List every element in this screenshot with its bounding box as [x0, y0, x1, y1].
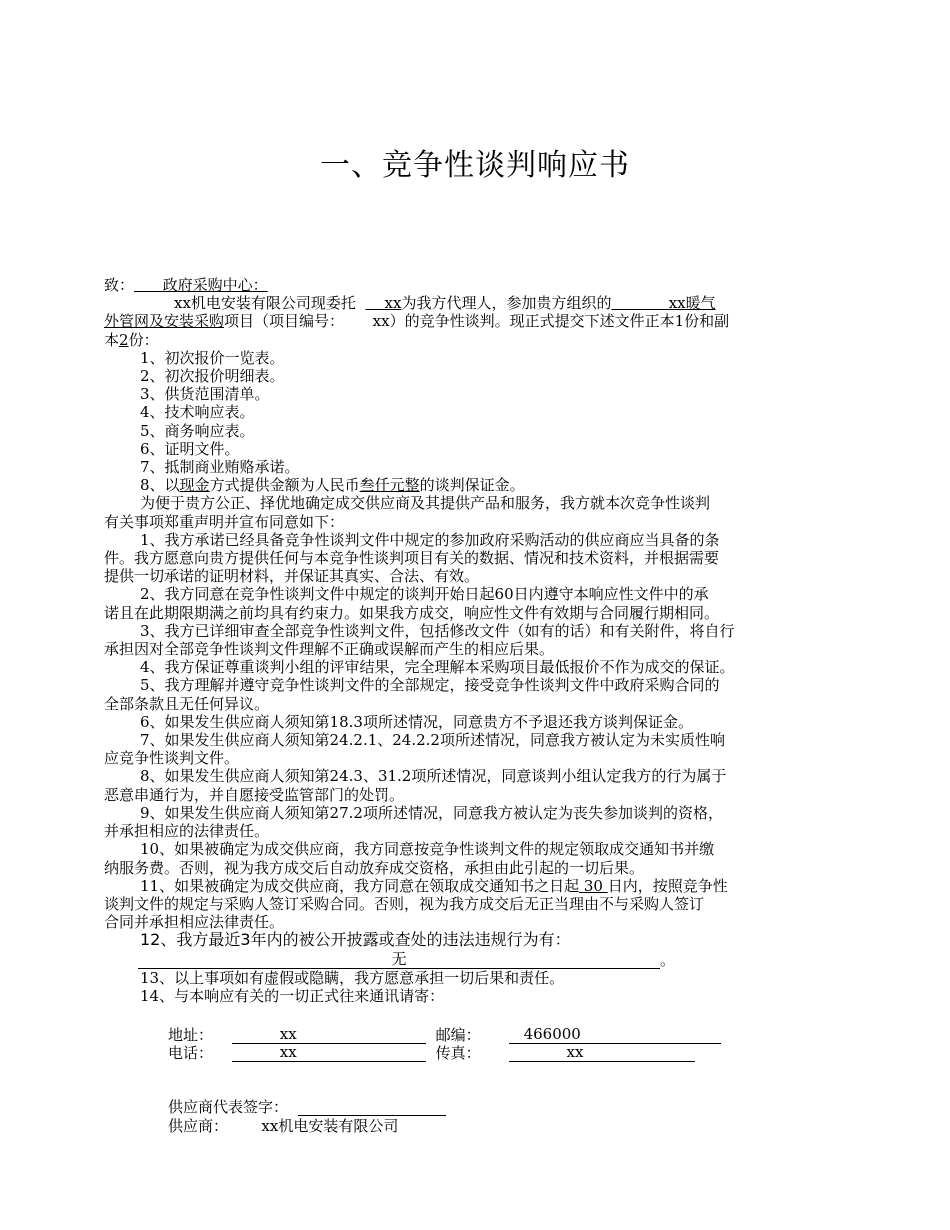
supplier-label: 供应商：	[168, 1117, 229, 1135]
clause-14: 14、与本响应有关的一切正式往来通讯请寄：	[140, 986, 445, 1005]
supplier-name: xx机电安装有限公司	[261, 1117, 399, 1135]
doc-list-item: 6、证明文件。	[140, 439, 240, 458]
phone-label: 电话：	[168, 1044, 214, 1062]
clause-line: 4、我方保证尊重谈判小组的评审结果，完全理解本采购项目最低报价不作为成交的保证。	[140, 658, 735, 677]
clause-11-line-3: 合同并承担相应法律责任。	[104, 913, 285, 932]
rep-signature-field	[298, 1115, 446, 1116]
clause-line: 件。我方愿意向贵方提供任何与本竞争性谈判项目有关的数据、情况和技术资料，并根据需要	[104, 549, 720, 568]
clause-line: 提供一切承诺的证明材料，并保证其真实、合法、有效。	[104, 567, 480, 586]
clause-line: 9、如果发生供应商人须知第27.2项所述情况，同意我方被认定为丧失参加谈判的资格，	[140, 803, 723, 822]
clause-line: 诺且在此期限期满之前均具有约束力。如果我方成交，响应性文件有效期与合同履行期相同。	[104, 603, 720, 622]
addressee-label: 致：	[104, 276, 135, 294]
clause-line: 10、如果被确定为成交供应商，我方同意按竞争性谈判文件的规定领取成交通知书并缴	[140, 840, 715, 859]
doc-list-item: 2、初次报价明细表。	[140, 367, 285, 386]
signing-days: 30	[583, 876, 603, 895]
postcode-value: 466000	[509, 1025, 721, 1044]
project-code: xx	[372, 312, 390, 331]
doc-list-item: 5、商务响应表。	[140, 421, 255, 440]
clause-11-line-1: 11、如果被确定为成交供应商，我方同意在领取成交通知书之日起 30 日内，按照竞争性	[140, 876, 728, 895]
contact-row-address	[168, 1025, 721, 1044]
signature-row	[168, 1098, 446, 1116]
declaration-line: 为便于贵方公正、择优地确定成交供应商及其提供产品和服务，我方就本次竞争性谈判	[140, 494, 711, 513]
intro-line-2	[104, 312, 848, 330]
doc-list-item: 1、初次报价一览表。	[140, 348, 285, 367]
intro-line-3: 本2份：	[104, 330, 159, 349]
doc-list-item-deposit: 8、以现金方式提供金额为人民币叁仟元整的谈判保证金。	[140, 476, 525, 495]
clause-line: 并承担相应的法律责任。	[104, 822, 270, 841]
clause-line: 2、我方同意在竞争性谈判文件中规定的谈判开始日起60日内遵守本响应性文件中的承	[140, 585, 709, 604]
deposit-method: 现金	[179, 476, 210, 495]
fax-value: xx	[509, 1043, 695, 1062]
declaration-line: 有关事项郑重声明并宣布同意如下：	[104, 512, 345, 531]
clause-line: 1、我方承诺已经具备竞争性谈判文件中规定的参加政府采购活动的供应商应当具备的条	[140, 530, 720, 549]
intro-mid: 为我方代理人，参加贵方组织的	[401, 294, 612, 313]
project-name-part2: 外管网及安装采购	[104, 312, 225, 331]
clause-line: 3、我方已详细审查全部竞争性谈判文件，包括修改文件（如有的话）和有关附件，将自行	[140, 621, 735, 640]
doc-list-item: 7、抵制商业贿赂承诺。	[140, 458, 300, 477]
violations-answer: 无	[138, 950, 660, 969]
doc-list-item: 3、供货范围清单。	[140, 385, 270, 404]
clause-line: 6、如果发生供应商人须知第18.3项所述情况，同意贵方不予退还我方谈判保证金。	[140, 712, 693, 731]
contact-row-phone	[168, 1043, 695, 1062]
clause-line: 5、我方理解并遵守竞争性谈判文件的全部规定，接受竞争性谈判文件中政府采购合同的	[140, 676, 720, 695]
address-value: xx	[232, 1025, 426, 1044]
clause-line: 全部条款且无任何异议。	[104, 694, 270, 713]
intro-company: xx机电安装有限公司现委托	[174, 294, 356, 313]
addressee-line	[104, 276, 848, 294]
phone-value: xx	[232, 1043, 426, 1062]
clause-line: 纳服务费。否则，视为我方成交后自动放弃成交资格，承担由此引起的一切后果。	[104, 858, 645, 877]
addressee-value: 政府采购中心：	[162, 276, 268, 294]
clause-line: 8、如果发生供应商人须知第24.3、31.2项所述情况，同意谈判小组认定我方的行为属于	[140, 767, 727, 786]
clause-12-line-1: 12、我方最近3年内的被公开披露或查处的违法违规行为有：	[140, 930, 571, 950]
clause-line: 承担因对全部竞争性谈判文件理解不正确或误解而产生的相应后果。	[104, 640, 555, 659]
deposit-amount: 叁仟元整	[359, 476, 420, 495]
clause-line: 7、如果发生供应商人须知第24.2.1、24.2.2项所述情况，同意我方被认定为未实质性响	[140, 731, 725, 750]
clause-13: 13、以上事项如有虚假或隐瞒，我方愿意承担一切后果和责任。	[140, 968, 565, 987]
document-title: 一、竞争性谈判响应书	[320, 148, 630, 183]
clause-line: 应竞争性谈判文件。	[104, 749, 240, 768]
document-body	[104, 276, 848, 1005]
project-name-part1: xx暖气	[668, 294, 716, 313]
intro-line-1	[104, 294, 848, 312]
agent-name: xx	[384, 294, 402, 313]
supplier-row	[168, 1117, 398, 1135]
clause-11-line-2: 谈判文件的规定与采购人签订采购合同。否则，视为我方成交后无正当理由不与采购人签订	[104, 894, 705, 913]
rep-signature-label: 供应商代表签字：	[168, 1098, 289, 1116]
doc-list-item: 4、技术响应表。	[140, 403, 255, 422]
clause-line: 恶意串通行为，并自愿接受监管部门的处罚。	[104, 785, 405, 804]
fax-label: 传真：	[435, 1044, 481, 1062]
clause-12-answer-line: 无 。	[104, 950, 848, 969]
address-label: 地址：	[168, 1026, 214, 1044]
intro-tail: ）的竞争性谈判。现正式提交下述文件正本1份和副	[389, 312, 730, 331]
project-code-label: 项目（项目编号：	[224, 312, 345, 331]
copy-count: 2	[119, 330, 129, 349]
postcode-label: 邮编：	[435, 1026, 481, 1044]
